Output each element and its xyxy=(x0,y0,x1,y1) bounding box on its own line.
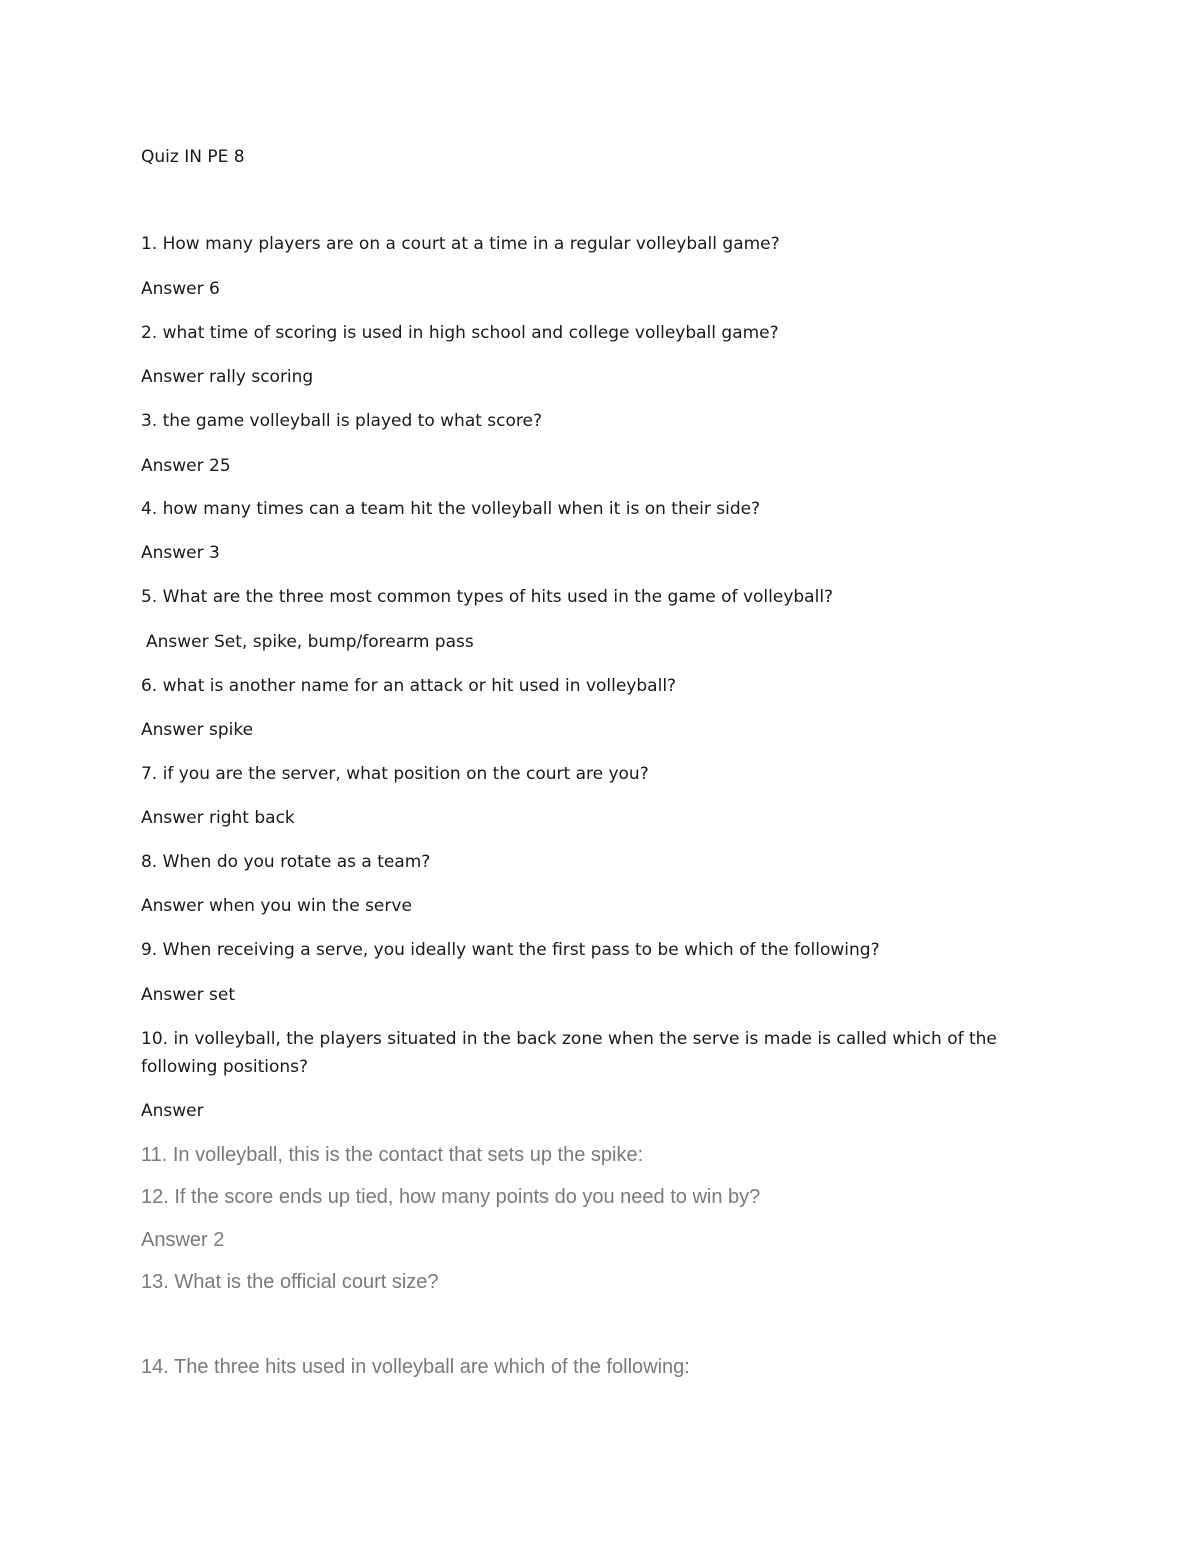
answer-8: Answer when you win the serve xyxy=(141,896,412,916)
question-5: 5. What are the three most common types of hits used in the game of volleyball? xyxy=(141,587,834,607)
document-title: Quiz IN PE 8 xyxy=(141,147,245,167)
question-1: 1. How many players are on a court at a time in a regular volleyball game? xyxy=(141,234,780,254)
question-7: 7. if you are the server, what position on the court are you? xyxy=(141,764,649,784)
answer-10: Answer xyxy=(141,1101,204,1121)
question-10: 10. in volleyball, the players situated in the back zone when the serve is made is called which of the following positions? xyxy=(141,1029,997,1077)
question-12: 12. If the score ends up tied, how many points do you need to win by? xyxy=(141,1186,761,1208)
answer-3: Answer 25 xyxy=(141,456,231,476)
answer-4: Answer 3 xyxy=(141,543,220,563)
question-8: 8. When do you rotate as a team? xyxy=(141,852,431,872)
question-13: 13. What is the official court size? xyxy=(141,1271,439,1293)
question-2: 2. what time of scoring is used in high school and college volleyball game? xyxy=(141,323,779,343)
answer-1: Answer 6 xyxy=(141,279,220,299)
question-11: 11. In volleyball, this is the contact that sets up the spike: xyxy=(141,1144,644,1166)
question-14: 14. The three hits used in volleyball are which of the following: xyxy=(141,1356,690,1378)
answer-6: Answer spike xyxy=(141,720,254,740)
question-6: 6. what is another name for an attack or hit used in volleyball? xyxy=(141,676,677,696)
question-3: 3. the game volleyball is played to what score? xyxy=(141,411,543,431)
answer-2: Answer rally scoring xyxy=(141,367,314,387)
answer-9: Answer set xyxy=(141,985,235,1005)
question-4: 4. how many times can a team hit the volleyball when it is on their side? xyxy=(141,499,761,519)
answer-7: Answer right back xyxy=(141,808,295,828)
answer-12: Answer 2 xyxy=(141,1229,225,1251)
answer-5: Answer Set, spike, bump/forearm pass xyxy=(146,632,474,652)
question-9: 9. When receiving a serve, you ideally want the first pass to be which of the following? xyxy=(141,940,880,960)
